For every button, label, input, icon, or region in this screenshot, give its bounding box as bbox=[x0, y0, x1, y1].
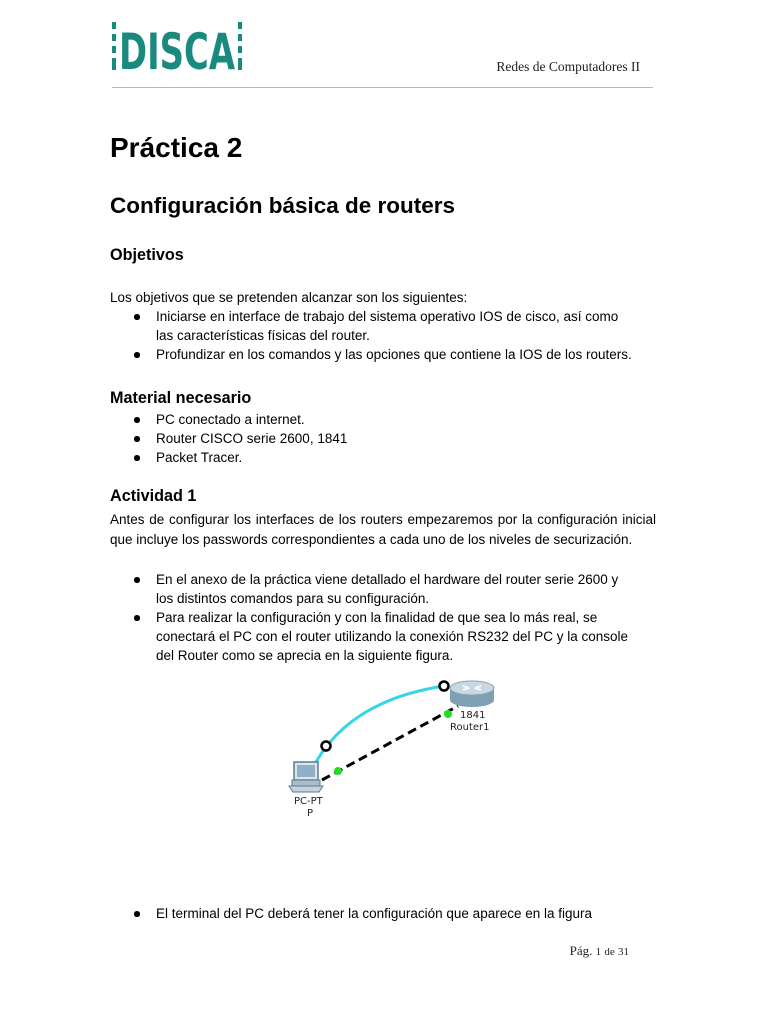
material-heading: Material necesario bbox=[110, 389, 252, 407]
objetivos-heading: Objetivos bbox=[110, 246, 184, 264]
page-number: 1 bbox=[595, 946, 602, 958]
router-model-label: 1841 bbox=[460, 710, 486, 721]
list-item bbox=[110, 410, 656, 429]
list-item-line: Profundizar en los comandos y las opciones que contiene la IOS de los routers. bbox=[156, 347, 632, 362]
list-item-line: del Router como se aprecia en la siguiente figura. bbox=[156, 648, 454, 663]
list-item bbox=[110, 307, 656, 345]
pc-model-label: PC-PT bbox=[294, 796, 323, 807]
list-item bbox=[110, 345, 656, 364]
objetivos-intro: Los objetivos que se pretenden alcanzar son los siguientes: bbox=[110, 290, 468, 305]
link-light-pc bbox=[334, 767, 342, 775]
list-item-line: Para realizar la configuración y con la finalidad de que sea lo más real, se bbox=[156, 610, 598, 625]
actividad-list-continued bbox=[110, 904, 656, 923]
list-item bbox=[110, 570, 656, 608]
list-item bbox=[110, 429, 656, 448]
page-of-label: de bbox=[604, 946, 615, 958]
list-item-text: PC conectado a internet. bbox=[156, 412, 305, 427]
material-list bbox=[110, 410, 656, 467]
objetivos-list bbox=[110, 307, 656, 364]
bullet-icon bbox=[134, 314, 140, 320]
list-item-line: Iniciarse en interface de trabajo del sistema operativo IOS de cisco, así como bbox=[156, 309, 619, 324]
console-port-router bbox=[440, 682, 449, 691]
pc-icon bbox=[289, 762, 323, 792]
actividad-heading: Actividad 1 bbox=[110, 487, 197, 505]
pc-name-label: P bbox=[307, 808, 314, 819]
page-subtitle: Configuración básica de routers bbox=[110, 193, 456, 218]
actividad-intro: Antes de configurar los interfaces de los routers empezaremos por la configuración inicial que incluye los passwords correspondientes a cada uno de los niveles de securización. bbox=[110, 512, 656, 547]
link-light-router bbox=[444, 710, 452, 718]
network-topology-figure bbox=[282, 670, 512, 830]
page-total: 31 bbox=[618, 946, 629, 958]
actividad-list bbox=[110, 570, 656, 665]
page-label: Pág. bbox=[569, 943, 593, 958]
list-item-line: los distintos comandos para su configuración. bbox=[156, 591, 430, 606]
list-item-text: El terminal del PC deberá tener la configuración que aparece en la figura bbox=[156, 906, 593, 921]
bullet-icon bbox=[134, 417, 140, 423]
page-footer bbox=[570, 943, 629, 959]
router-icon bbox=[450, 681, 494, 707]
bullet-icon bbox=[134, 352, 140, 358]
logo-text: DISCA bbox=[119, 23, 236, 81]
list-item bbox=[110, 448, 656, 467]
bullet-icon bbox=[134, 577, 140, 583]
page-title: Práctica 2 bbox=[110, 132, 243, 163]
list-item-text: Router CISCO serie 2600, 1841 bbox=[156, 431, 348, 446]
console-port-pc bbox=[322, 742, 331, 751]
dashed-cable bbox=[322, 706, 458, 780]
list-item-line: En el anexo de la práctica viene detallado el hardware del router serie 2600 y bbox=[156, 572, 619, 587]
bullet-icon bbox=[134, 615, 140, 621]
list-item-line: conectará el PC con el router utilizando la conexión RS232 del PC y la console bbox=[156, 629, 629, 644]
bullet-icon bbox=[134, 455, 140, 461]
list-item bbox=[110, 904, 656, 923]
list-item-line: las características físicas del router. bbox=[156, 328, 370, 343]
course-name: Redes de Computadores II bbox=[496, 59, 640, 74]
bullet-icon bbox=[134, 436, 140, 442]
bullet-icon bbox=[134, 911, 140, 917]
list-item-text: Packet Tracer. bbox=[156, 450, 243, 465]
header-divider bbox=[112, 87, 653, 88]
list-item bbox=[110, 608, 656, 665]
disca-logo bbox=[110, 19, 244, 81]
router-name-label: Router1 bbox=[450, 722, 490, 733]
